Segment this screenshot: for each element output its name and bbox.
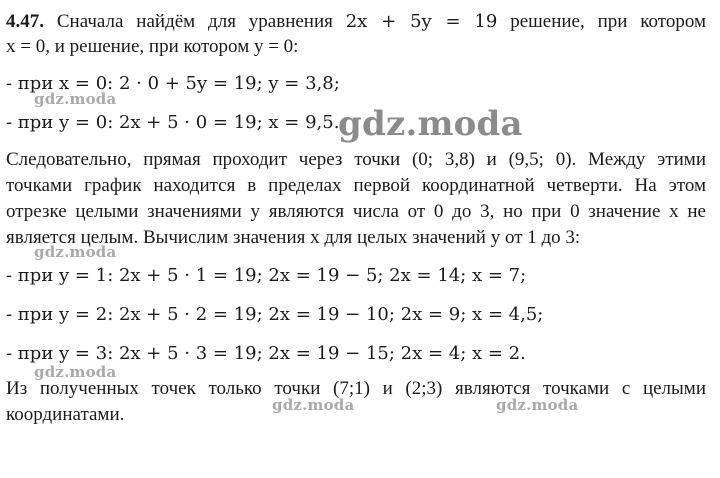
problem-number: 4.47. [6, 11, 44, 32]
watermark-small: gdz.moda [34, 243, 117, 261]
watermark-big: gdz.moda [338, 104, 523, 144]
case-y-2: - при y = 2: 2x + 5 · 2 = 19; 2x = 19 − 10; 2x = 9; x = 4,5; [6, 304, 544, 325]
watermark-small: gdz.moda [496, 396, 579, 414]
watermark-small: gdz.moda [34, 363, 117, 381]
intro-tail: решение, при котором [510, 11, 706, 32]
paragraph-line-2: точками график находится в пределах первой координатной четверти. На этом [6, 175, 706, 196]
intro-line-1 [6, 10, 706, 34]
intro-line-2: x = 0, и решение, при котором y = 0: [6, 36, 299, 57]
case-y-1: - при y = 1: 2x + 5 · 1 = 19; 2x = 19 − 5; 2x = 14; x = 7; [6, 265, 527, 286]
paragraph-line-1: Следовательно, прямая проходит через точки (0; 3,8) и (9,5; 0). Между этими [6, 149, 706, 170]
case-y-3: - при y = 3: 2x + 5 · 3 = 19; 2x = 19 − 15; 2x = 4; x = 2. [6, 343, 526, 364]
case-x-zero: - при x = 0: 2 · 0 + 5y = 19; y = 3,8; [6, 73, 340, 94]
paragraph-line-4: является целым. Вычислим значения x для целых значений y от 1 до 3: [6, 227, 581, 248]
conclusion-line-1: Из полученных точек только точки (7;1) и (2;3) являются точками с целыми [6, 378, 706, 399]
equation: 2x + 5y = 19 [345, 11, 498, 32]
watermark-small: gdz.moda [34, 90, 117, 108]
case-y-zero: - при y = 0: 2x + 5 · 0 = 19; x = 9,5. [6, 112, 340, 133]
intro-text: Сначала найдём для уравнения [56, 11, 333, 32]
watermark-small: gdz.moda [272, 396, 355, 414]
conclusion-line-2: координатами. [6, 404, 125, 425]
paragraph-line-3: отрезке целыми значениями y являются числа от 0 до 3, но при 0 значение x не [6, 201, 706, 222]
